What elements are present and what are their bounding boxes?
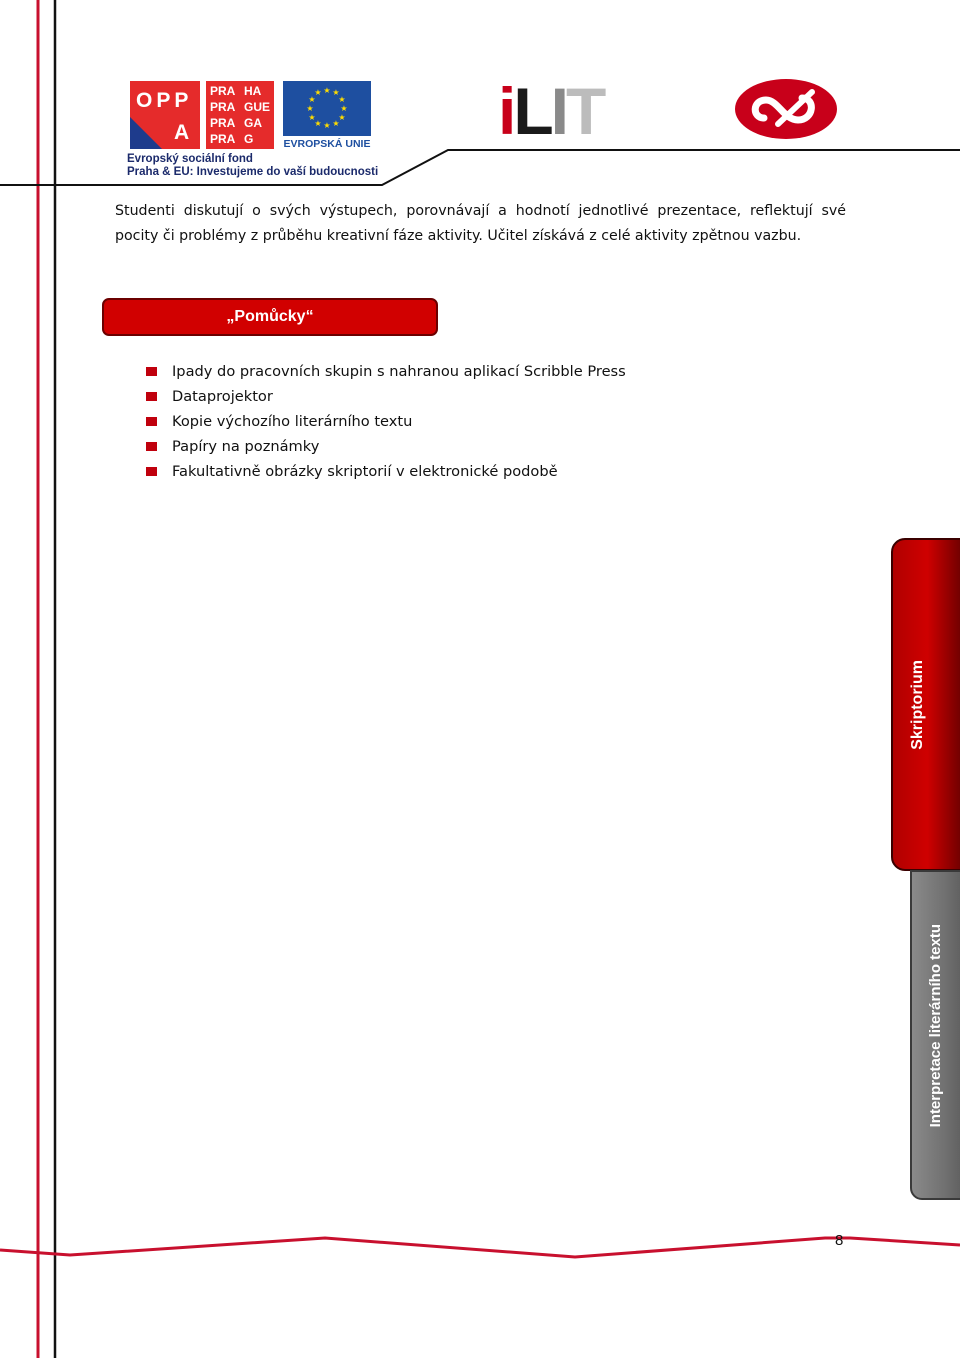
paragraph-line-2: pocity či problémy z průběhu kreativní fáze aktivity. Učitel získává z celé aktivity zpětnou vazbu.: [115, 228, 802, 244]
praha-logo-left-3: PRA: [210, 116, 236, 130]
ilit-logo-t: T: [566, 74, 604, 148]
aids-heading: „Pomůcky“: [226, 308, 314, 325]
svg-text:★: ★: [338, 95, 346, 104]
svg-text:★: ★: [314, 119, 322, 128]
oppa-logo-line1: OPP: [136, 89, 193, 112]
paragraph-line-1: Studenti diskutují o svých výstupech, porovnávají a hodnotí jednotlivé prezentace, reflektují své: [115, 203, 846, 219]
oppa-logo: [130, 81, 200, 149]
praha-logo-left-2: PRA: [210, 100, 236, 114]
svg-text:★: ★: [306, 104, 314, 113]
aids-list: [146, 359, 626, 484]
list-item-label: Papíry na poznámky: [172, 438, 320, 455]
footer-red-line: [0, 1238, 960, 1257]
side-tab-interpretace-label: Interpretace literárního textu: [927, 924, 944, 1128]
praha-logo-right-3: GA: [244, 116, 262, 130]
bullet-icon: [146, 417, 157, 426]
svg-text:★: ★: [332, 119, 340, 128]
fund-line-1: Evropský sociální fond: [127, 153, 253, 165]
svg-text:★: ★: [338, 113, 346, 122]
svg-text:★: ★: [308, 95, 316, 104]
bullet-icon: [146, 442, 157, 451]
list-item-label: Dataprojektor: [172, 388, 273, 405]
side-tab-skriptorium-label: Skriptorium: [909, 660, 926, 750]
fund-line-2: Praha & EU: Investujeme do vaší budoucnosti: [127, 166, 379, 178]
bullet-icon: [146, 367, 157, 376]
praha-logo-left-1: PRA: [210, 84, 236, 98]
oppa-logo-line2: A: [174, 121, 190, 144]
svg-text:★: ★: [332, 88, 340, 97]
praha-logo-right-4: G: [244, 132, 254, 146]
fund-text: [127, 153, 378, 179]
svg-text:★: ★: [323, 86, 331, 95]
bullet-icon: [146, 467, 157, 476]
ilit-logo: [498, 74, 604, 148]
praha-logo-left-4: PRA: [210, 132, 236, 146]
list-item: [146, 459, 626, 484]
red-circle-logo: [734, 78, 838, 140]
ilit-logo-l: L: [513, 74, 551, 148]
list-item-label: Kopie výchozího literárního textu: [172, 413, 413, 430]
eu-label: EVROPSKÁ UNIE: [283, 138, 371, 149]
svg-text:★: ★: [308, 113, 316, 122]
svg-text:★: ★: [323, 121, 331, 130]
body-paragraph: [115, 199, 846, 249]
eu-flag-logo: [283, 81, 371, 149]
praha-logo: [206, 81, 274, 149]
list-item-label: Fakultativně obrázky skriptorií v elektronické podobě: [172, 463, 558, 480]
list-item: [146, 409, 626, 434]
aids-heading-box: [102, 298, 438, 336]
list-item: [146, 384, 626, 409]
list-item: [146, 434, 626, 459]
ilit-logo-i: i: [498, 74, 514, 148]
list-item: [146, 359, 626, 384]
page-number: 8: [835, 1232, 844, 1249]
praha-logo-right-2: GUE: [244, 100, 271, 114]
list-item-label: Ipady do pracovních skupin s nahranou aplikací Scribble Press: [172, 363, 626, 380]
praha-logo-right-1: HA: [244, 84, 262, 98]
svg-text:★: ★: [340, 104, 348, 113]
ilit-logo-i2: I: [550, 74, 567, 148]
svg-text:★: ★: [314, 88, 322, 97]
bullet-icon: [146, 392, 157, 401]
